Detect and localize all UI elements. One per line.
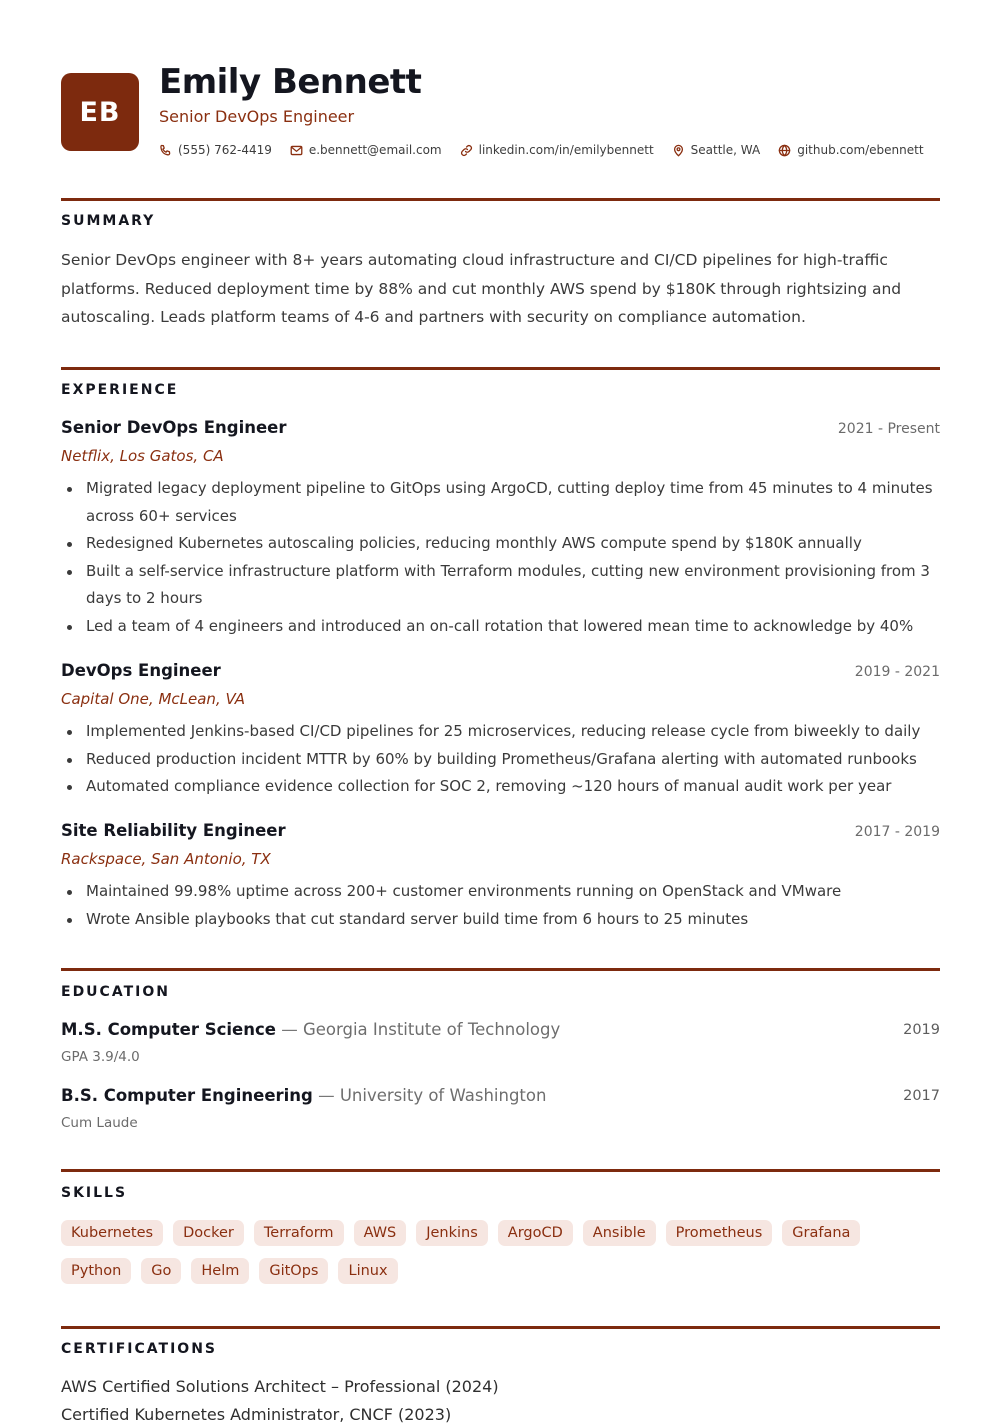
bullet-item: Reduced production incident MTTR by 60% by building Prometheus/Grafana alerting with automated runbooks [61, 746, 940, 774]
skill-tag: Linux [338, 1258, 397, 1284]
phone-icon [159, 144, 172, 157]
degree-name: M.S. Computer Science [61, 1020, 276, 1039]
skill-tag: Ansible [583, 1220, 656, 1246]
summary-heading: SUMMARY [61, 213, 156, 229]
bullet-item: Automated compliance evidence collection for SOC 2, removing ~120 hours of manual audit work per year [61, 773, 940, 801]
job-title: DevOps Engineer [61, 661, 221, 680]
skill-tag: AWS [354, 1220, 407, 1246]
school-name: University of Washington [339, 1086, 547, 1105]
contact-github[interactable] [778, 143, 923, 157]
experience-heading: EXPERIENCE [61, 382, 179, 398]
degree-separator: — [281, 1020, 303, 1039]
education-line [61, 1086, 546, 1105]
location-text: Seattle, WA [690, 143, 761, 157]
github-text: github.com/ebennett [797, 143, 924, 157]
experience-divider [61, 367, 940, 370]
mail-icon [290, 144, 303, 157]
degree-separator: — [318, 1086, 340, 1105]
skill-tag: GitOps [259, 1258, 328, 1284]
bullet-item: Built a self-service infrastructure platform with Terraform modules, cutting new environment provisioning from 3 days to 2 hours [61, 558, 940, 613]
school-name: Georgia Institute of Technology [302, 1020, 561, 1039]
contact-linkedin[interactable] [460, 143, 654, 157]
candidate-title: Senior DevOps Engineer [159, 107, 355, 126]
education-divider [61, 968, 940, 971]
link-icon [460, 144, 473, 157]
education-note: Cum Laude [61, 1115, 138, 1131]
job-company: Netflix, Los Gatos, CA [61, 447, 224, 465]
skill-tag: Helm [191, 1258, 249, 1284]
skill-tag: Kubernetes [61, 1220, 163, 1246]
map-pin-icon [672, 144, 685, 157]
certifications-divider [61, 1326, 940, 1329]
summary-text: Senior DevOps engineer with 8+ years automating cloud infrastructure and CI/CD pipelines for high-traffic platforms. Reduced deployment time by 88% and cut monthly AWS spend by $180K through rightsizing and autoscaling. Leads platform teams of 4-6 and partners with security on compliance automation. [61, 251, 902, 326]
monogram-avatar: EB [61, 73, 139, 151]
job-bullets [61, 718, 940, 801]
skill-tag: Python [61, 1258, 131, 1284]
skill-tag: Prometheus [666, 1220, 773, 1246]
skill-tag: Docker [173, 1220, 244, 1246]
bullet-item: Migrated legacy deployment pipeline to GitOps using ArgoCD, cutting deploy time from 45 minutes to 4 minutes across 60+ services [61, 475, 940, 530]
resume-page [61, 0, 940, 1424]
skill-tag: ArgoCD [498, 1220, 573, 1246]
candidate-name: Emily Bennett [159, 62, 422, 102]
skills-heading: SKILLS [61, 1185, 128, 1201]
contact-location [672, 143, 761, 157]
bullet-item: Wrote Ansible playbooks that cut standard server build time from 6 hours to 25 minutes [61, 906, 940, 934]
job-dates: 2017 - 2019 [854, 824, 940, 840]
job-dates: 2021 - Present [837, 421, 940, 437]
linkedin-text: linkedin.com/in/emilybennett [478, 143, 654, 157]
graduation-year: 2019 [903, 1022, 940, 1038]
certification-item: AWS Certified Solutions Architect – Professional (2024) [61, 1377, 499, 1396]
skill-tag: Terraform [254, 1220, 344, 1246]
certifications-heading: CERTIFICATIONS [61, 1341, 218, 1357]
job-title: Senior DevOps Engineer [61, 418, 287, 437]
job-company: Capital One, McLean, VA [61, 690, 245, 708]
education-line [61, 1020, 560, 1039]
contact-phone[interactable] [159, 143, 272, 157]
contact-bar [159, 143, 924, 157]
phone-text: (555) 762-4419 [178, 143, 272, 157]
contact-email[interactable] [290, 143, 442, 157]
bullet-item: Maintained 99.98% uptime across 200+ customer environments running on OpenStack and VMware [61, 878, 940, 906]
bullet-item: Implemented Jenkins-based CI/CD pipelines for 25 microservices, reducing release cycle from biweekly to daily [61, 718, 940, 746]
summary-divider [61, 198, 940, 201]
globe-icon [778, 144, 791, 157]
job-title: Site Reliability Engineer [61, 821, 286, 840]
job-company: Rackspace, San Antonio, TX [61, 850, 271, 868]
education-heading: EDUCATION [61, 984, 170, 1000]
bullet-item: Led a team of 4 engineers and introduced an on-call rotation that lowered mean time to acknowledge by 40% [61, 613, 940, 641]
job-bullets [61, 878, 940, 933]
graduation-year: 2017 [903, 1088, 940, 1104]
email-text: e.bennett@email.com [308, 143, 442, 157]
skill-tag: Go [141, 1258, 181, 1284]
bullet-item: Redesigned Kubernetes autoscaling policies, reducing monthly AWS compute spend by $180K annually [61, 530, 940, 558]
skills-divider [61, 1169, 940, 1172]
skills-list [61, 1220, 940, 1296]
job-dates: 2019 - 2021 [854, 664, 940, 680]
degree-name: B.S. Computer Engineering [61, 1086, 313, 1105]
skill-tag: Jenkins [416, 1220, 488, 1246]
education-note: GPA 3.9/4.0 [61, 1049, 140, 1065]
skill-tag: Grafana [782, 1220, 860, 1246]
resume-header [61, 62, 940, 172]
certification-item: Certified Kubernetes Administrator, CNCF (2023) [61, 1405, 452, 1424]
job-bullets [61, 475, 940, 641]
